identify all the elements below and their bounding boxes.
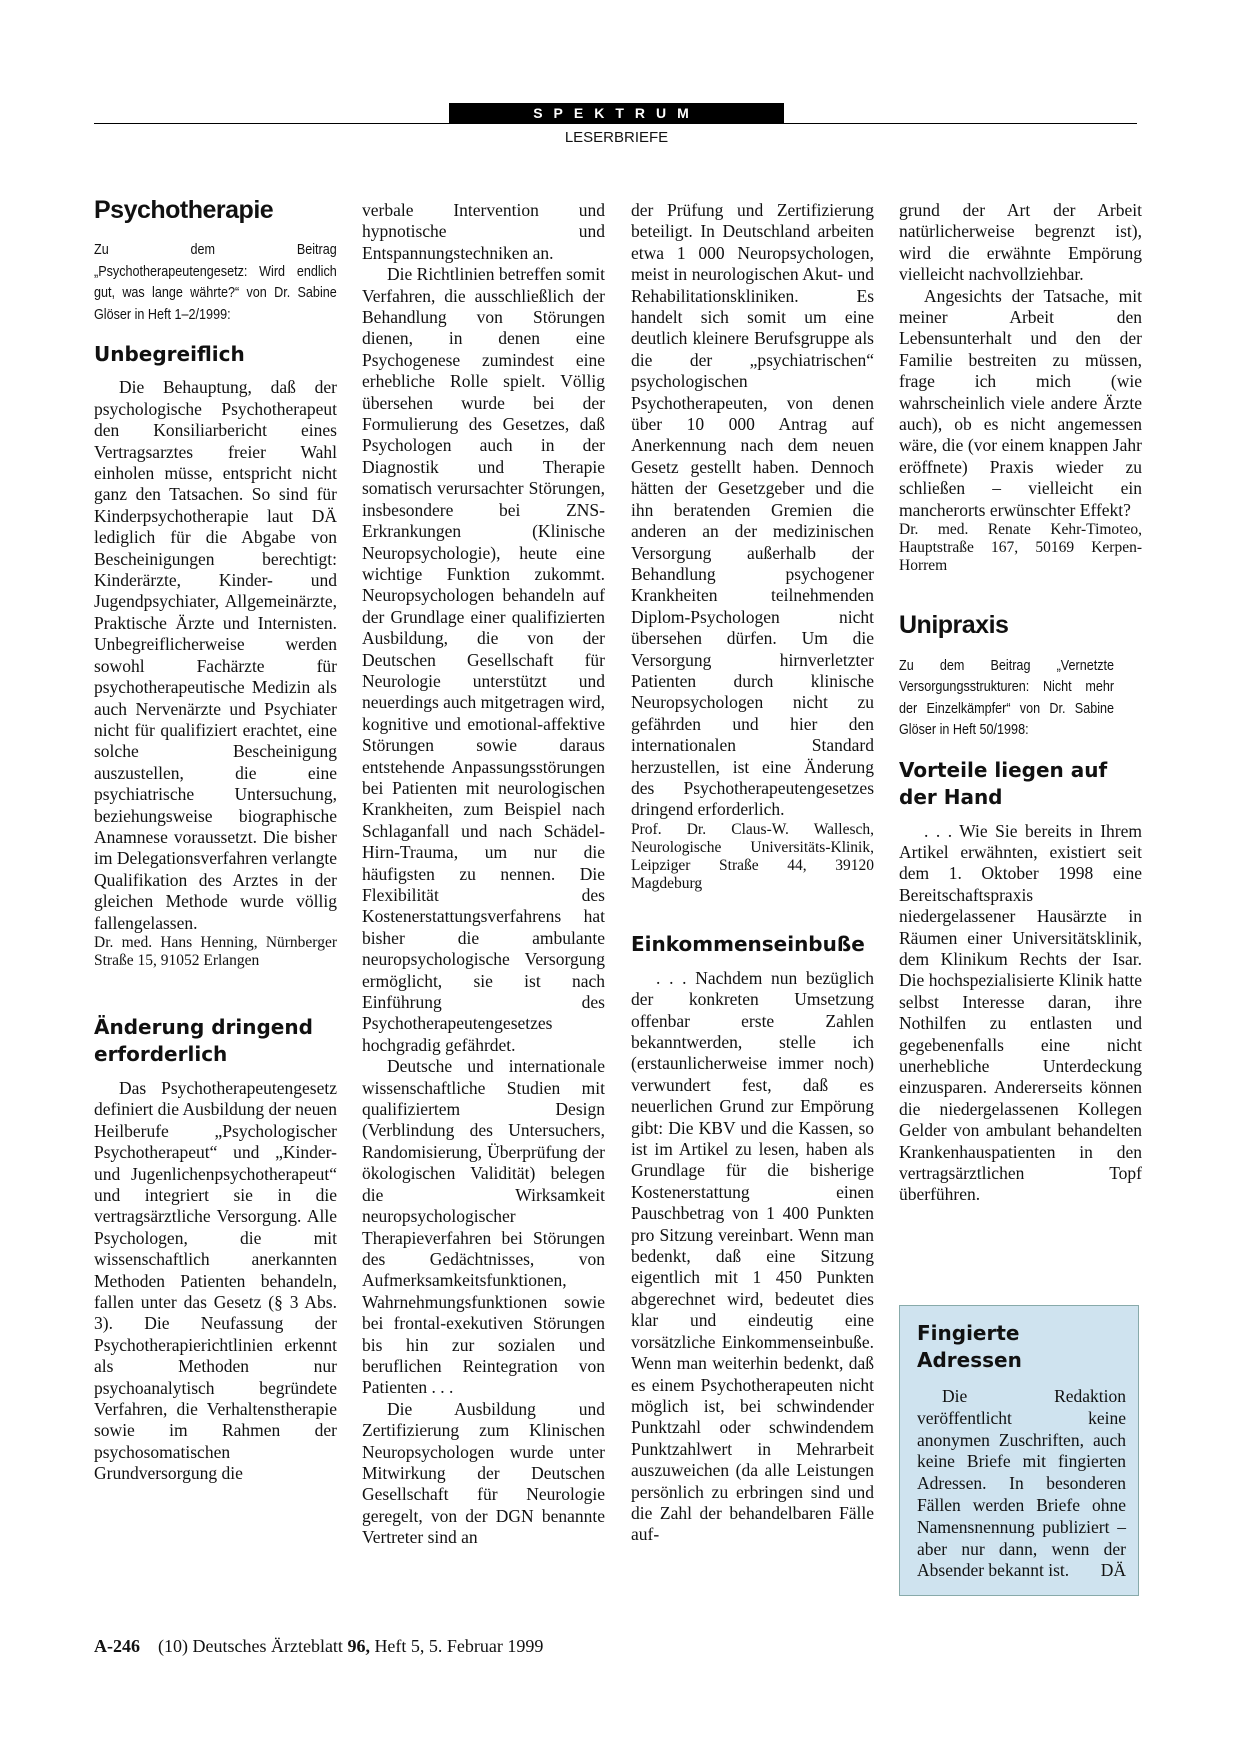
section-header: SPEKTRUM: [449, 103, 784, 123]
volume: 96,: [347, 1636, 370, 1656]
letter-heading-unbegreiflich: Unbegreiflich: [94, 342, 245, 367]
letter-signature: Prof. Dr. Claus-W. Wallesch, Neurologische Universitäts-Klinik, Leipziger Straße 44, 39120 Magdeburg: [631, 820, 874, 892]
letter-body: Das Psychotherapeutengesetz definiert die Ausbildung der neuen Heilberufe „Psychologischer Psychotherapeut“ und „Kinder- und Jugenlichenpsychotherapeut“ und integriert sie in die vertragsärztliche Versorgung. Alle Psychologen, die mit wissenschaftlich anerkannten Methoden Patienten behandeln, fallen unter das Gesetz (§ 3 Abs. 3). Die Neufassung der Psychotherapierichtlinien erkennt als Methoden nur psychoanalytisch begründete Verfahren, die Verhaltenstherapie sowie im Rahmen der psychosomatischen Grundversorgung die: [94, 1077, 337, 1484]
page-footer: [94, 1636, 543, 1657]
letter-body: Deutsche und internationale wissenschaftliche Studien mit qualifiziertem Design (Verblindung des Untersuchers, Randomisierung, Überprüfung der ökologischen Validität) belegen die Wirksamkeit neuropsychologischer Therapieverfahren bei Störungen des Gedächtnisses, von Aufmerksamkeitsfunktionen, Wahrnehmungsfunktionen sowie bei frontal-exekutiven Störungen bis hin zur sozialen und beruflichen Reintegration von Patienten . . .: [362, 1056, 605, 1398]
publication: (10) Deutsches Ärzteblatt: [158, 1636, 343, 1656]
issue: Heft 5, 5. Februar 1999: [374, 1636, 544, 1656]
letter-body: der Prüfung und Zertifizierung beteiligt. In Deutschland arbeiten etwa 1 000 Neuropsychologen, meist in neurologischen Akut- und Rehabilitationskliniken. Es handelt sich somit um eine deutlich kleinere Berufsgruppe als die der „psychiatrischen“ psychologischen Psychotherapeuten, von denen über 10 000 Antrag auf Anerkennung nach dem neuen Gesetz gestellt haben. Dennoch hätten der Gesetzgeber und die ihn beratenden Gremien die anderen an der medizinischen Versorgung außerhalb der Behandlung psychogener Krankheiten teilnehmenden Diplom-Psychologen nicht übersehen dürfen. Um die Versorgung hirnverletzter Patienten durch klinische Neuropsychologen nicht zu gefährden und hier den internationalen Standard herzustellen, ist eine Änderung des Psychotherapeutengesetzes dringend erforderlich.: [631, 200, 874, 820]
letter-body: . . . Wie Sie bereits in Ihrem Artikel erwähnten, existiert seit dem 1. Oktober 1998 eine Bereitschaftspraxis niedergelassener Hausärzte in Räumen einer Universitätsklinik, dem Klinikum Rechts der Isar. Die hochspezialisierte Klinik hatte selbst Interesse daran, ihre Nothilfen zu entlasten und gegebenenfalls eine nicht unerhebliche Unterdeckung einzusparen. Andererseits können die niedergelassenen Kollegen Gelder von ambulant behandelten Krankenhauspatienten in den vertragsärztlichen Topf überführen.: [899, 820, 1142, 1205]
notice-sign: DÄ: [1100, 1560, 1126, 1581]
letter-heading-vorteile: Vorteile liegen auf der Hand: [899, 757, 1108, 809]
column-4: [899, 200, 1142, 1206]
article-intro: Zu dem Beitrag „Vernetzte Versorgungsstrukturen: Nicht mehr der Einzelkämpfer“ von Dr. Sabine Glöser in Heft 50/1998:: [899, 656, 1115, 738]
letter-signature: Dr. med. Hans Henning, Nürnberger Straße 15, 91052 Erlangen: [94, 933, 337, 969]
page-number: A-246: [94, 1636, 140, 1656]
article-title-unipraxis: Unipraxis: [899, 611, 1009, 640]
letter-body: Angesichts der Tatsache, mit meiner Arbeit den Lebensunterhalt und den der Familie bestreiten zu müssen, frage ich mich (wie wahrscheinlich viele andere Ärzte auch), ob es nicht angemessen wäre, die (vor einem knappen Jahr eröffnete) Praxis wieder zu schließen – vielleicht ein mancherorts erwünschter Effekt?: [899, 285, 1142, 520]
column-1: [94, 196, 337, 1485]
column-2: [362, 200, 605, 1549]
header-rule: [94, 123, 1137, 124]
notice-box: [899, 1305, 1139, 1596]
letter-body: . . . Nachdem nun bezüglich der konkreten Umsetzung offenbar erste Zahlen bekanntwerden, stelle ich (erstaunlicherweise immer noch) verwundert fest, daß es neuerlichen Grund zur Empörung gibt: Die KBV und die Kassen, so ist im Artikel zu lesen, haben als Grundlage für die bisherige Kostenerstattung einen Pauschbetrag von 1 400 Punkten pro Sitzung vereinbart. Wenn man bedenkt, daß eine Sitzung eigentlich mit 1 450 Punkten abgerechnet wird, bedeutet dies klar und eindeutig eine vorsätzliche Einkommenseinbuße. Wenn man weiterhin bedenkt, daß es einem Psychotherapeuten nicht möglich ist, bei schwindender Punktzahl oder schwindendem Punktzahlwert in Mehrarbeit auszuweichen (da alle Leistungen persönlich zu erbringen sind und die Zahl der behandelbaren Fälle auf-: [631, 967, 874, 1545]
notice-text: Die Redaktion veröffentlicht keine anonymen Zuschriften, auch keine Briefe mit fingierten Adressen. In besonderen Fällen werden Briefe ohne Namensnennung publiziert – aber nur dann, wenn der Absender bekannt ist. DÄ: [917, 1386, 1126, 1581]
letter-heading-einkommenseinbusse: Einkommenseinbuße: [631, 931, 865, 956]
letter-body: verbale Intervention und hypnotische und Entspannungstechniken an.: [362, 200, 605, 263]
article-intro: Zu dem Beitrag „Psychotherapeutengesetz: Wird endlich gut, was lange währte?“ von Dr. Sabine Glöser in Heft 1–2/1999:: [94, 241, 337, 323]
column-3: [631, 200, 874, 1546]
letter-body: Die Richtlinien betreffen somit Verfahren, die ausschließlich der Behandlung von Störungen dienen, in denen eine Psychogenese zumindest eine erhebliche Rolle spielt. Völlig übersehen wurde bei der Formulierung des Gesetzes, daß Psychologen auch in der Diagnostik und Therapie somatisch verursachter Störungen, insbesondere bei ZNS-Erkrankungen (Klinische Neuropsychologie), heute eine wichtige Funktion zukommt. Neuropsychologen behandeln auf der Grundlage einer qualifizierten Ausbildung, die von der Deutschen Gesellschaft für Neurologie unterstützt und neuerdings auch mitgetragen wird, kognitive und emotional-affektive Störungen sowie daraus entstehende Anpassungsstörungen bei Patienten mit neurologischen Krankheiten, zum Beispiel nach Schlaganfall und nach Schädel-Hirn-Trauma, um nur die häufigsten zu nennen. Die Flexibilität des Kostenerstattungsverfahrens hat bisher die ambulante neuropsychologische Versorgung ermöglicht, sie ist nach Einführung des Psychotherapeutengesetzes hochgradig gefährdet.: [362, 264, 605, 1055]
letter-signature: Dr. med. Renate Kehr-Timoteo, Hauptstraße 167, 50169 Kerpen-Horrem: [899, 521, 1142, 575]
letter-body: grund der Art der Arbeit natürlicherweise begrenzt ist), wird die erwähnte Empörung vielleicht nachvollziehbar.: [899, 200, 1142, 285]
letter-heading-aenderung: Änderung dringend erforderlich: [94, 1014, 313, 1066]
letter-body: Die Behauptung, daß der psychologische Psychotherapeut den Konsiliarbericht eines Vertragsarztes freier Wahl einholen müsse, entspricht nicht ganz den Tatsachen. So sind für Kinderpsychotherapie laut DÄ lediglich für die Abgabe von Bescheinigungen berechtigt: Kinderärzte, Kinder- und Jugendpsychiater, Allgemeinärzte, Praktische Ärzte und Internisten. Unbegreiflicherweise werden sowohl Fachärzte für psychotherapeutische Medizin als auch Nervenärzte und Psychiater nicht für qualifiziert erachtet, eine solche Bescheinigung auszustellen, die eine psychiatrische Untersuchung, beziehungsweise biographische Anamnese voraussetzt. Die bisher im Delegationsverfahren verlangte Qualifikation des Arztes in der gleichen Methode wurde völlig fallengelassen.: [94, 377, 337, 933]
article-title-psychotherapie: Psychotherapie: [94, 196, 274, 224]
subsection-header: LESERBRIEFE: [564, 129, 669, 146]
notice-title: Fingierte Adressen: [917, 1321, 1022, 1372]
letter-body: Die Ausbildung und Zertifizierung zum Klinischen Neuropsychologen wurde unter Mitwirkung der Deutschen Gesellschaft für Neurologie geregelt, von der DGN benannte Vertreter sind an: [362, 1398, 605, 1548]
